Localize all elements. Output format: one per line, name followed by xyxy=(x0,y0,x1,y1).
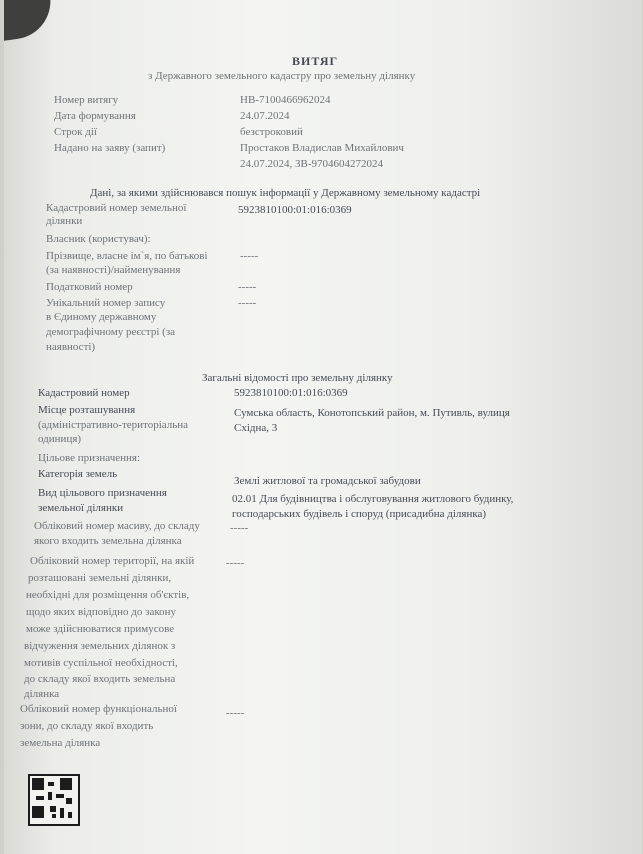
general-cadastral-value: 5923810100:01:016:0369 xyxy=(234,387,348,399)
search-cadastral-value: 5923810100:01:016:0369 xyxy=(238,204,352,216)
name-label-2: (за наявності)/найменування xyxy=(46,264,181,276)
territory-label-4: щодо яких відповідно до закону xyxy=(26,606,177,618)
issued-ref: 24.07.2024, ЗВ-9704604272024 xyxy=(240,158,384,170)
massif-value: ----- xyxy=(230,522,249,534)
type-label-1: Вид цільового призначення xyxy=(38,487,167,499)
general-cadastral-label: Кадастровий номер xyxy=(38,387,130,399)
location-label-2: (адміністративно-територіальна xyxy=(38,419,189,431)
validity-label: Строк дії xyxy=(54,126,97,138)
document-title: ВИТЯГ xyxy=(292,54,339,68)
territory-label-7: мотивів суспільної необхідності, xyxy=(24,657,178,669)
massif-label-2: якого входить земельна ділянка xyxy=(34,535,182,547)
massif-label-1: Обліковий номер масиву, до складу xyxy=(34,520,200,532)
zone-label-2: зони, до складу якої входить xyxy=(20,720,154,732)
search-intro: Дані, за якими здійснювався пошук інформації у Державному земельному кадастрі xyxy=(90,187,481,199)
name-value: ----- xyxy=(240,250,259,262)
unique-label-1: Унікальний номер запису xyxy=(46,297,166,309)
zone-value: ----- xyxy=(226,707,245,719)
search-cadastral-label-1: Кадастровий номер земельної xyxy=(46,202,187,214)
location-value-2: Східна, 3 xyxy=(234,422,278,434)
territory-label-6: відчуження земельних ділянок з xyxy=(24,640,176,652)
unique-value: ----- xyxy=(238,297,257,309)
extract-number-label: Номер витягу xyxy=(54,94,119,106)
type-value-2: господарських будівель і споруд (присадибна ділянка) xyxy=(232,508,487,520)
issued-name: Простаков Владислав Михайлович xyxy=(240,142,404,154)
zone-label-1: Обліковий номер функціональної xyxy=(20,703,177,715)
type-value-1: 02.01 Для будівництва і обслуговування житлового будинку, xyxy=(232,493,514,505)
page-shadow xyxy=(4,0,55,42)
name-label-1: Прізвище, власне ім`я, по батькові xyxy=(46,250,208,262)
territory-label-9: ділянка xyxy=(24,688,60,700)
location-value-1: Сумська область, Конотопський район, м. Путивль, вулиця xyxy=(234,407,510,419)
document-subtitle: з Державного земельного кадастру про земельну ділянку xyxy=(148,70,416,82)
extract-number-value: НВ-7100466962024 xyxy=(240,94,331,106)
issued-label: Надано на заяву (запит) xyxy=(54,142,166,154)
territory-label-2: розташовані земельні ділянки, xyxy=(28,572,172,584)
territory-value: ----- xyxy=(226,557,245,569)
tax-label: Податковий номер xyxy=(46,281,133,293)
owner-label: Власник (користувач): xyxy=(46,233,151,245)
general-section-title: Загальні відомості про земельну ділянку xyxy=(202,372,393,384)
formed-date-value: 24.07.2024 xyxy=(240,110,290,122)
type-label-2: земельної ділянки xyxy=(38,502,124,514)
tax-value: ----- xyxy=(238,281,257,293)
territory-label-1: Обліковий номер території, на якій xyxy=(30,555,195,567)
validity-value: безстроковий xyxy=(240,126,303,138)
unique-label-4: наявності) xyxy=(46,341,96,353)
territory-label-8: до складу якої входить земельна xyxy=(24,673,176,685)
unique-label-3: демографічному реєстрі (за xyxy=(46,326,176,338)
category-label: Категорія земель xyxy=(38,468,118,480)
zone-label-3: земельна ділянка xyxy=(20,737,101,749)
qr-code xyxy=(28,774,80,826)
search-cadastral-label-2: ділянки xyxy=(46,215,83,227)
document-page xyxy=(4,0,642,854)
location-label-1: Місце розташування xyxy=(38,404,136,416)
territory-label-3: необхідні для розміщення об'єктів, xyxy=(26,589,190,601)
location-label-3: одиниця) xyxy=(38,433,82,445)
formed-date-label: Дата формування xyxy=(54,110,136,122)
category-value: Землі житлової та громадської забудови xyxy=(234,475,421,487)
purpose-label: Цільове призначення: xyxy=(38,452,141,464)
territory-label-5: може здійснюватися примусове xyxy=(26,623,175,635)
unique-label-2: в Єдиному державному xyxy=(46,311,157,323)
